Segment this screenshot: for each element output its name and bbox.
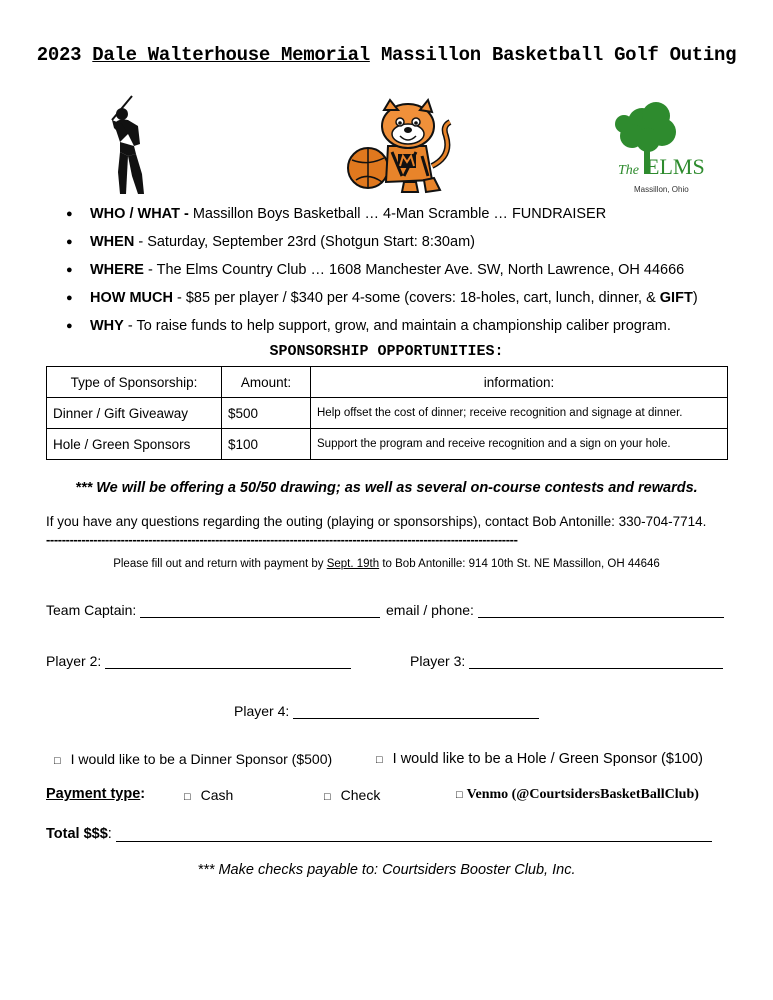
player-3-line[interactable] xyxy=(469,654,723,669)
svg-text:Massillon, Ohio: Massillon, Ohio xyxy=(634,185,689,194)
player-2-line[interactable] xyxy=(105,654,351,669)
sponsorship-type: Hole / Green Sponsors xyxy=(47,429,222,460)
dinner-sponsor-checkbox[interactable]: □ I would like to be a Dinner Sponsor ($500) xyxy=(54,751,333,767)
cash-checkbox[interactable]: □ Cash xyxy=(184,787,234,803)
tiger-mascot-icon xyxy=(342,96,460,196)
email-phone-field[interactable] xyxy=(386,602,724,618)
sponsorship-amount: $500 xyxy=(222,398,311,429)
team-captain-field[interactable] xyxy=(46,602,380,618)
payment-type-label: Payment type: xyxy=(46,786,146,802)
email-phone-label: email / phone: xyxy=(386,602,474,618)
player-2-field[interactable] xyxy=(46,653,351,669)
column-header: information: xyxy=(311,367,728,398)
sponsorship-amount: $100 xyxy=(222,429,311,460)
svg-text:ELMS: ELMS xyxy=(646,154,705,179)
drawing-note: *** We will be offering a 50/50 drawing; as well as several on-course contests and rewards. xyxy=(75,480,698,496)
svg-text:The: The xyxy=(618,163,639,178)
table-row xyxy=(47,429,728,460)
total-line[interactable] xyxy=(116,827,712,842)
player-4-line[interactable] xyxy=(293,704,539,719)
column-header: Amount: xyxy=(222,367,311,398)
checkbox-icon[interactable]: □ xyxy=(324,791,331,803)
sponsorship-heading: SPONSORSHIP OPPORTUNITIES: xyxy=(269,343,504,360)
checkbox-icon[interactable]: □ xyxy=(376,754,383,766)
checks-payable-note: *** Make checks payable to: Courtsiders Booster Club, Inc. xyxy=(197,862,576,878)
sponsorship-info: Support the program and receive recognition and a sign on your hole. xyxy=(311,429,728,460)
check-checkbox[interactable]: □ Check xyxy=(324,787,381,803)
sponsorship-table xyxy=(46,366,728,460)
checkbox-icon[interactable]: □ xyxy=(54,755,61,767)
cut-divider: ------------------------------------------------------------------------------------------------------------------------ xyxy=(46,532,518,547)
email-phone-line[interactable] xyxy=(478,603,724,618)
contact-line: If you have any questions regarding the outing (playing or sponsorships), contact Bob Antonille: 330-704-7714. xyxy=(46,514,707,529)
total-field[interactable]: Total $$$ : xyxy=(46,826,712,842)
event-details-list xyxy=(66,204,746,344)
hole-sponsor-checkbox[interactable]: □ I would like to be a Hole / Green Sponsor ($100) xyxy=(376,751,703,767)
bullet-where: ● WHERE - The Elms Country Club … 1608 Manchester Ave. SW, North Lawrence, OH 44666 xyxy=(66,260,746,288)
checkbox-icon[interactable]: □ xyxy=(456,789,463,801)
sponsorship-type: Dinner / Gift Giveaway xyxy=(47,398,222,429)
team-captain-label: Team Captain: xyxy=(46,602,137,618)
table-header-row xyxy=(47,367,728,398)
bullet-when: ● WHEN - Saturday, September 23rd (Shotgun Start: 8:30am) xyxy=(66,232,746,260)
player-3-field[interactable] xyxy=(410,653,723,669)
player-2-label: Player 2: xyxy=(46,653,102,669)
venmo-checkbox[interactable]: □ Venmo (@CourtsidersBasketBallClub) xyxy=(456,787,699,802)
bullet-who-what: ● WHO / WHAT - Massillon Boys Basketball … 4-Man Scramble … FUNDRAISER xyxy=(66,204,746,232)
bullet-how-much: ● HOW MUCH - $85 per player / $340 per 4-some (covers: 18-holes, cart, lunch, dinner, & GIFT) xyxy=(66,288,746,316)
return-instructions: Please fill out and return with payment by Sept. 19th to Bob Antonille: 914 10th St. NE Massillon, OH 44646 xyxy=(113,558,660,570)
table-row xyxy=(47,398,728,429)
checkbox-icon[interactable]: □ xyxy=(184,791,191,803)
sponsorship-info: Help offset the cost of dinner; receive recognition and signage at dinner. xyxy=(311,398,728,429)
team-captain-line[interactable] xyxy=(140,603,380,618)
player-3-label: Player 3: xyxy=(410,653,466,669)
elms-logo-icon xyxy=(604,100,716,196)
bullet-why: ● WHY - To raise funds to help support, grow, and maintain a championship caliber program. xyxy=(66,316,746,344)
player-4-field[interactable] xyxy=(234,703,539,719)
page-title: 2023 Dale Walterhouse Memorial Massillon Basketball Golf Outing xyxy=(36,44,737,66)
player-4-label: Player 4: xyxy=(234,703,290,719)
golfer-icon xyxy=(98,94,170,196)
column-header: Type of Sponsorship: xyxy=(47,367,222,398)
